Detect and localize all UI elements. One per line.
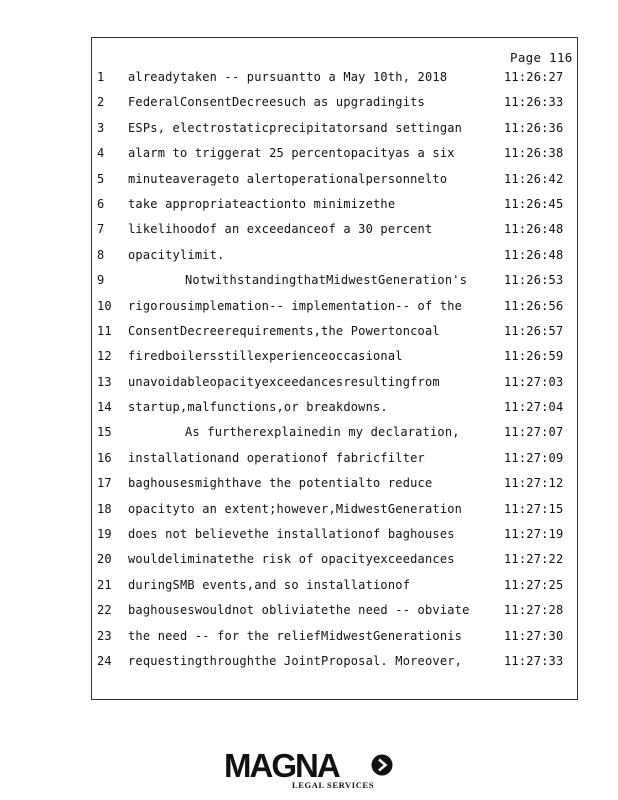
transcript-line [92, 146, 577, 171]
line-number: 18 [97, 501, 112, 516]
line-text: requestingthroughthe JointProposal. Moreover, [128, 653, 463, 668]
transcript-line [92, 629, 577, 654]
line-timestamp: 11:26:48 [504, 247, 564, 262]
line-number: 2 [97, 95, 105, 110]
line-timestamp: 11:27:09 [504, 450, 564, 465]
magna-logo [224, 748, 399, 792]
transcript-line [92, 70, 577, 95]
line-timestamp: 11:27:15 [504, 501, 564, 516]
line-timestamp: 11:26:42 [504, 171, 564, 186]
line-number: 13 [97, 374, 112, 389]
line-timestamp: 11:27:04 [504, 400, 564, 415]
line-timestamp: 11:27:07 [504, 425, 564, 440]
transcript-line [92, 349, 577, 374]
line-timestamp: 11:27:22 [504, 552, 564, 567]
line-timestamp: 11:27:28 [504, 603, 564, 618]
line-number: 1 [97, 70, 105, 84]
line-text: ESPs, electrostaticprecipitatorsand settingan [128, 120, 463, 135]
line-text: startup,malfunctions,or breakdowns. [128, 400, 388, 415]
chevron-right-icon [371, 754, 393, 776]
logo-subtitle: LEGAL SERVICES [292, 780, 375, 790]
transcript-line [92, 299, 577, 324]
line-number: 4 [97, 146, 105, 161]
line-timestamp: 11:26:45 [504, 196, 564, 211]
page-number: Page 116 [510, 50, 573, 65]
line-number: 23 [97, 628, 112, 643]
line-text: the need -- for the reliefMidwestGenerationis [128, 628, 463, 643]
transcript-lines [92, 70, 577, 679]
transcript-line [92, 121, 577, 146]
line-text: opacitylimit. [128, 247, 225, 262]
line-number: 24 [97, 653, 112, 668]
line-number: 8 [97, 247, 105, 262]
line-number: 20 [97, 552, 112, 567]
line-number: 14 [97, 400, 112, 415]
transcript-line [92, 654, 577, 679]
line-timestamp: 11:26:38 [504, 146, 564, 161]
line-text: baghouseswouldnot obliviatethe need -- obviate [128, 603, 470, 618]
line-text: alreadytaken -- pursuantto a May 10th, 2018 [128, 70, 448, 84]
line-number: 7 [97, 222, 105, 237]
line-timestamp: 11:26:36 [504, 120, 564, 135]
logo-wordmark: MAGNA [224, 747, 339, 784]
line-timestamp: 11:26:33 [504, 95, 564, 110]
line-timestamp: 11:26:27 [504, 70, 564, 84]
transcript-line [92, 502, 577, 527]
line-text: likelihoodof an exceedanceof a 30 percent [128, 222, 433, 237]
line-text: baghousesmighthave the potentialto reduce [128, 476, 433, 491]
transcript-line [92, 527, 577, 552]
line-timestamp: 11:26:59 [504, 349, 564, 364]
line-timestamp: 11:27:33 [504, 653, 564, 668]
transcript-line [92, 476, 577, 501]
line-timestamp: 11:27:25 [504, 577, 564, 592]
transcript-line [92, 578, 577, 603]
transcript-page [91, 37, 578, 700]
line-number: 11 [97, 323, 112, 338]
line-number: 3 [97, 120, 105, 135]
line-number: 22 [97, 603, 112, 618]
transcript-line [92, 273, 577, 298]
line-text: NotwithstandingthatMidwestGeneration's [185, 273, 468, 288]
line-timestamp: 11:27:30 [504, 628, 564, 643]
line-number: 15 [97, 425, 112, 440]
line-number: 12 [97, 349, 112, 364]
line-number: 5 [97, 171, 105, 186]
line-timestamp: 11:26:48 [504, 222, 564, 237]
line-text: alarm to triggerat 25 percentopacityas a six [128, 146, 455, 161]
line-number: 10 [97, 298, 112, 313]
line-text: As furtherexplainedin my declaration, [185, 425, 460, 440]
line-timestamp: 11:26:56 [504, 298, 564, 313]
line-timestamp: 11:27:19 [504, 527, 564, 542]
line-number: 6 [97, 196, 105, 211]
line-text: opacityto an extent;however,MidwestGeneration [128, 501, 463, 516]
line-timestamp: 11:26:57 [504, 323, 564, 338]
line-text: firedboilersstillexperienceoccasional [128, 349, 403, 364]
line-text: installationand operationof fabricfilter [128, 450, 425, 465]
transcript-line [92, 425, 577, 450]
line-text: minuteaverageto alertoperationalpersonnelto [128, 171, 448, 186]
line-number: 9 [97, 273, 105, 288]
line-text: wouldeliminatethe risk of opacityexceedances [128, 552, 455, 567]
transcript-line [92, 375, 577, 400]
line-number: 19 [97, 527, 112, 542]
line-text: duringSMB events,and so installationof [128, 577, 411, 592]
line-number: 17 [97, 476, 112, 491]
line-number: 16 [97, 450, 112, 465]
transcript-line [92, 248, 577, 273]
line-timestamp: 11:26:53 [504, 273, 564, 288]
transcript-line [92, 222, 577, 247]
line-timestamp: 11:27:12 [504, 476, 564, 491]
line-text: unavoidableopacityexceedancesresultingfrom [128, 374, 440, 389]
transcript-line [92, 95, 577, 120]
line-text: ConsentDecreerequirements,the Powertoncoal [128, 323, 440, 338]
transcript-line [92, 324, 577, 349]
line-text: rigorousimplemation-- implementation-- of the [128, 298, 463, 313]
transcript-line [92, 552, 577, 577]
line-text: does not believethe installationof baghouses [128, 527, 455, 542]
line-number: 21 [97, 577, 112, 592]
transcript-line [92, 400, 577, 425]
line-timestamp: 11:27:03 [504, 374, 564, 389]
line-text: FederalConsentDecreesuch as upgradingits [128, 95, 425, 110]
transcript-line [92, 197, 577, 222]
transcript-line [92, 451, 577, 476]
transcript-line [92, 603, 577, 628]
line-text: take appropriateactionto minimizethe [128, 196, 396, 211]
transcript-line [92, 172, 577, 197]
